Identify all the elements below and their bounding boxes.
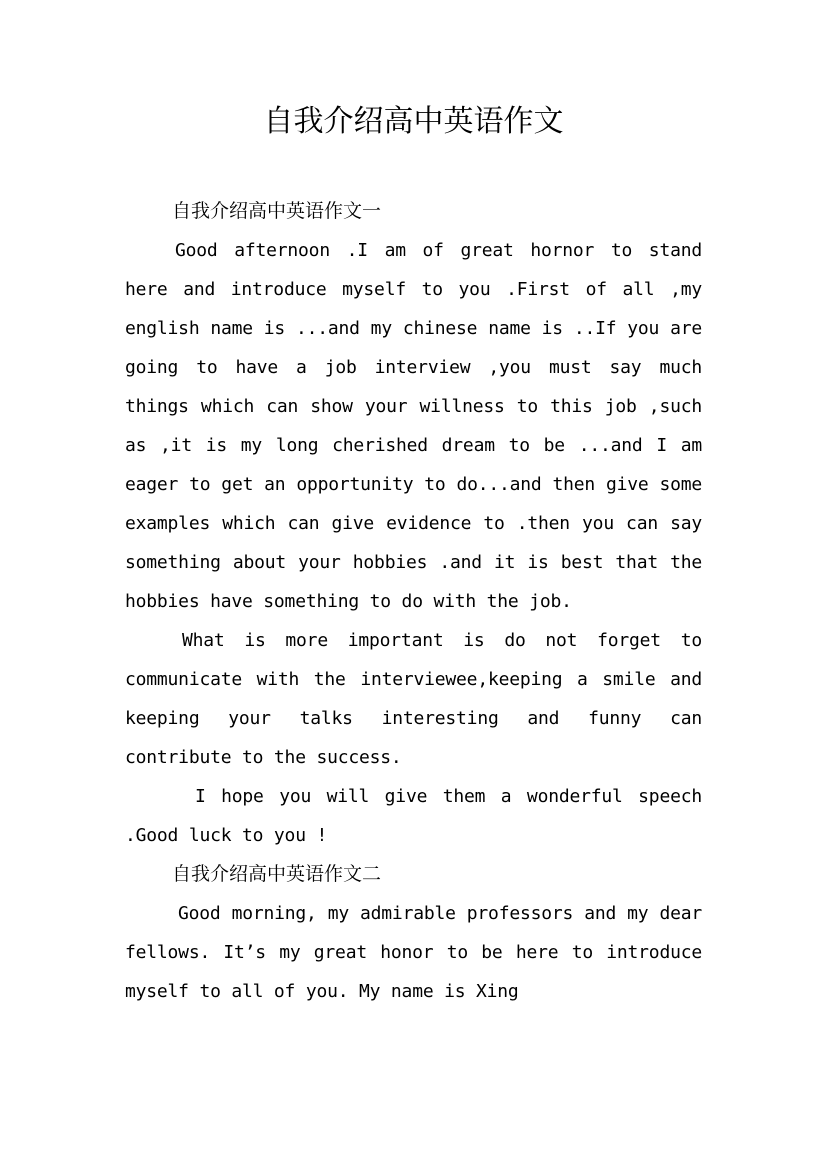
- document-title: 自我介绍高中英语作文: [263, 104, 564, 139]
- section-heading-1: 自我介绍高中英语作文一: [172, 200, 382, 222]
- section-heading-2: 自我介绍高中英语作文二: [172, 863, 382, 885]
- paragraph-2: What is more important is do not forget to communicate with the interviewee,keeping a smile and keeping your talks interesting and funny can contribute to the success.: [125, 630, 702, 768]
- paragraph-4: Good morning, my admirable professors and my dear fellows. It’s my great honor to be here to introduce myself to all of you. My name is Xing: [125, 903, 702, 1002]
- paragraph-1: Good afternoon .I am of great hornor to stand here and introduce myself to you .First of all ,my english name is ...and my chinese name is ..If you are going to have a job interview ,you must say much things which can show your willness to this job ,such as ,it is my long cherished dream to be ...and I am eager to get an opportunity to do...and then give some examples which can give evidence to .then you can say something about your hobbies .and it is best that the hobbies have something to do with the job.: [125, 240, 702, 612]
- paragraph-3: I hope you will give them a wonderful speech .Good luck to you !: [125, 786, 702, 846]
- document-body: [125, 192, 702, 1011]
